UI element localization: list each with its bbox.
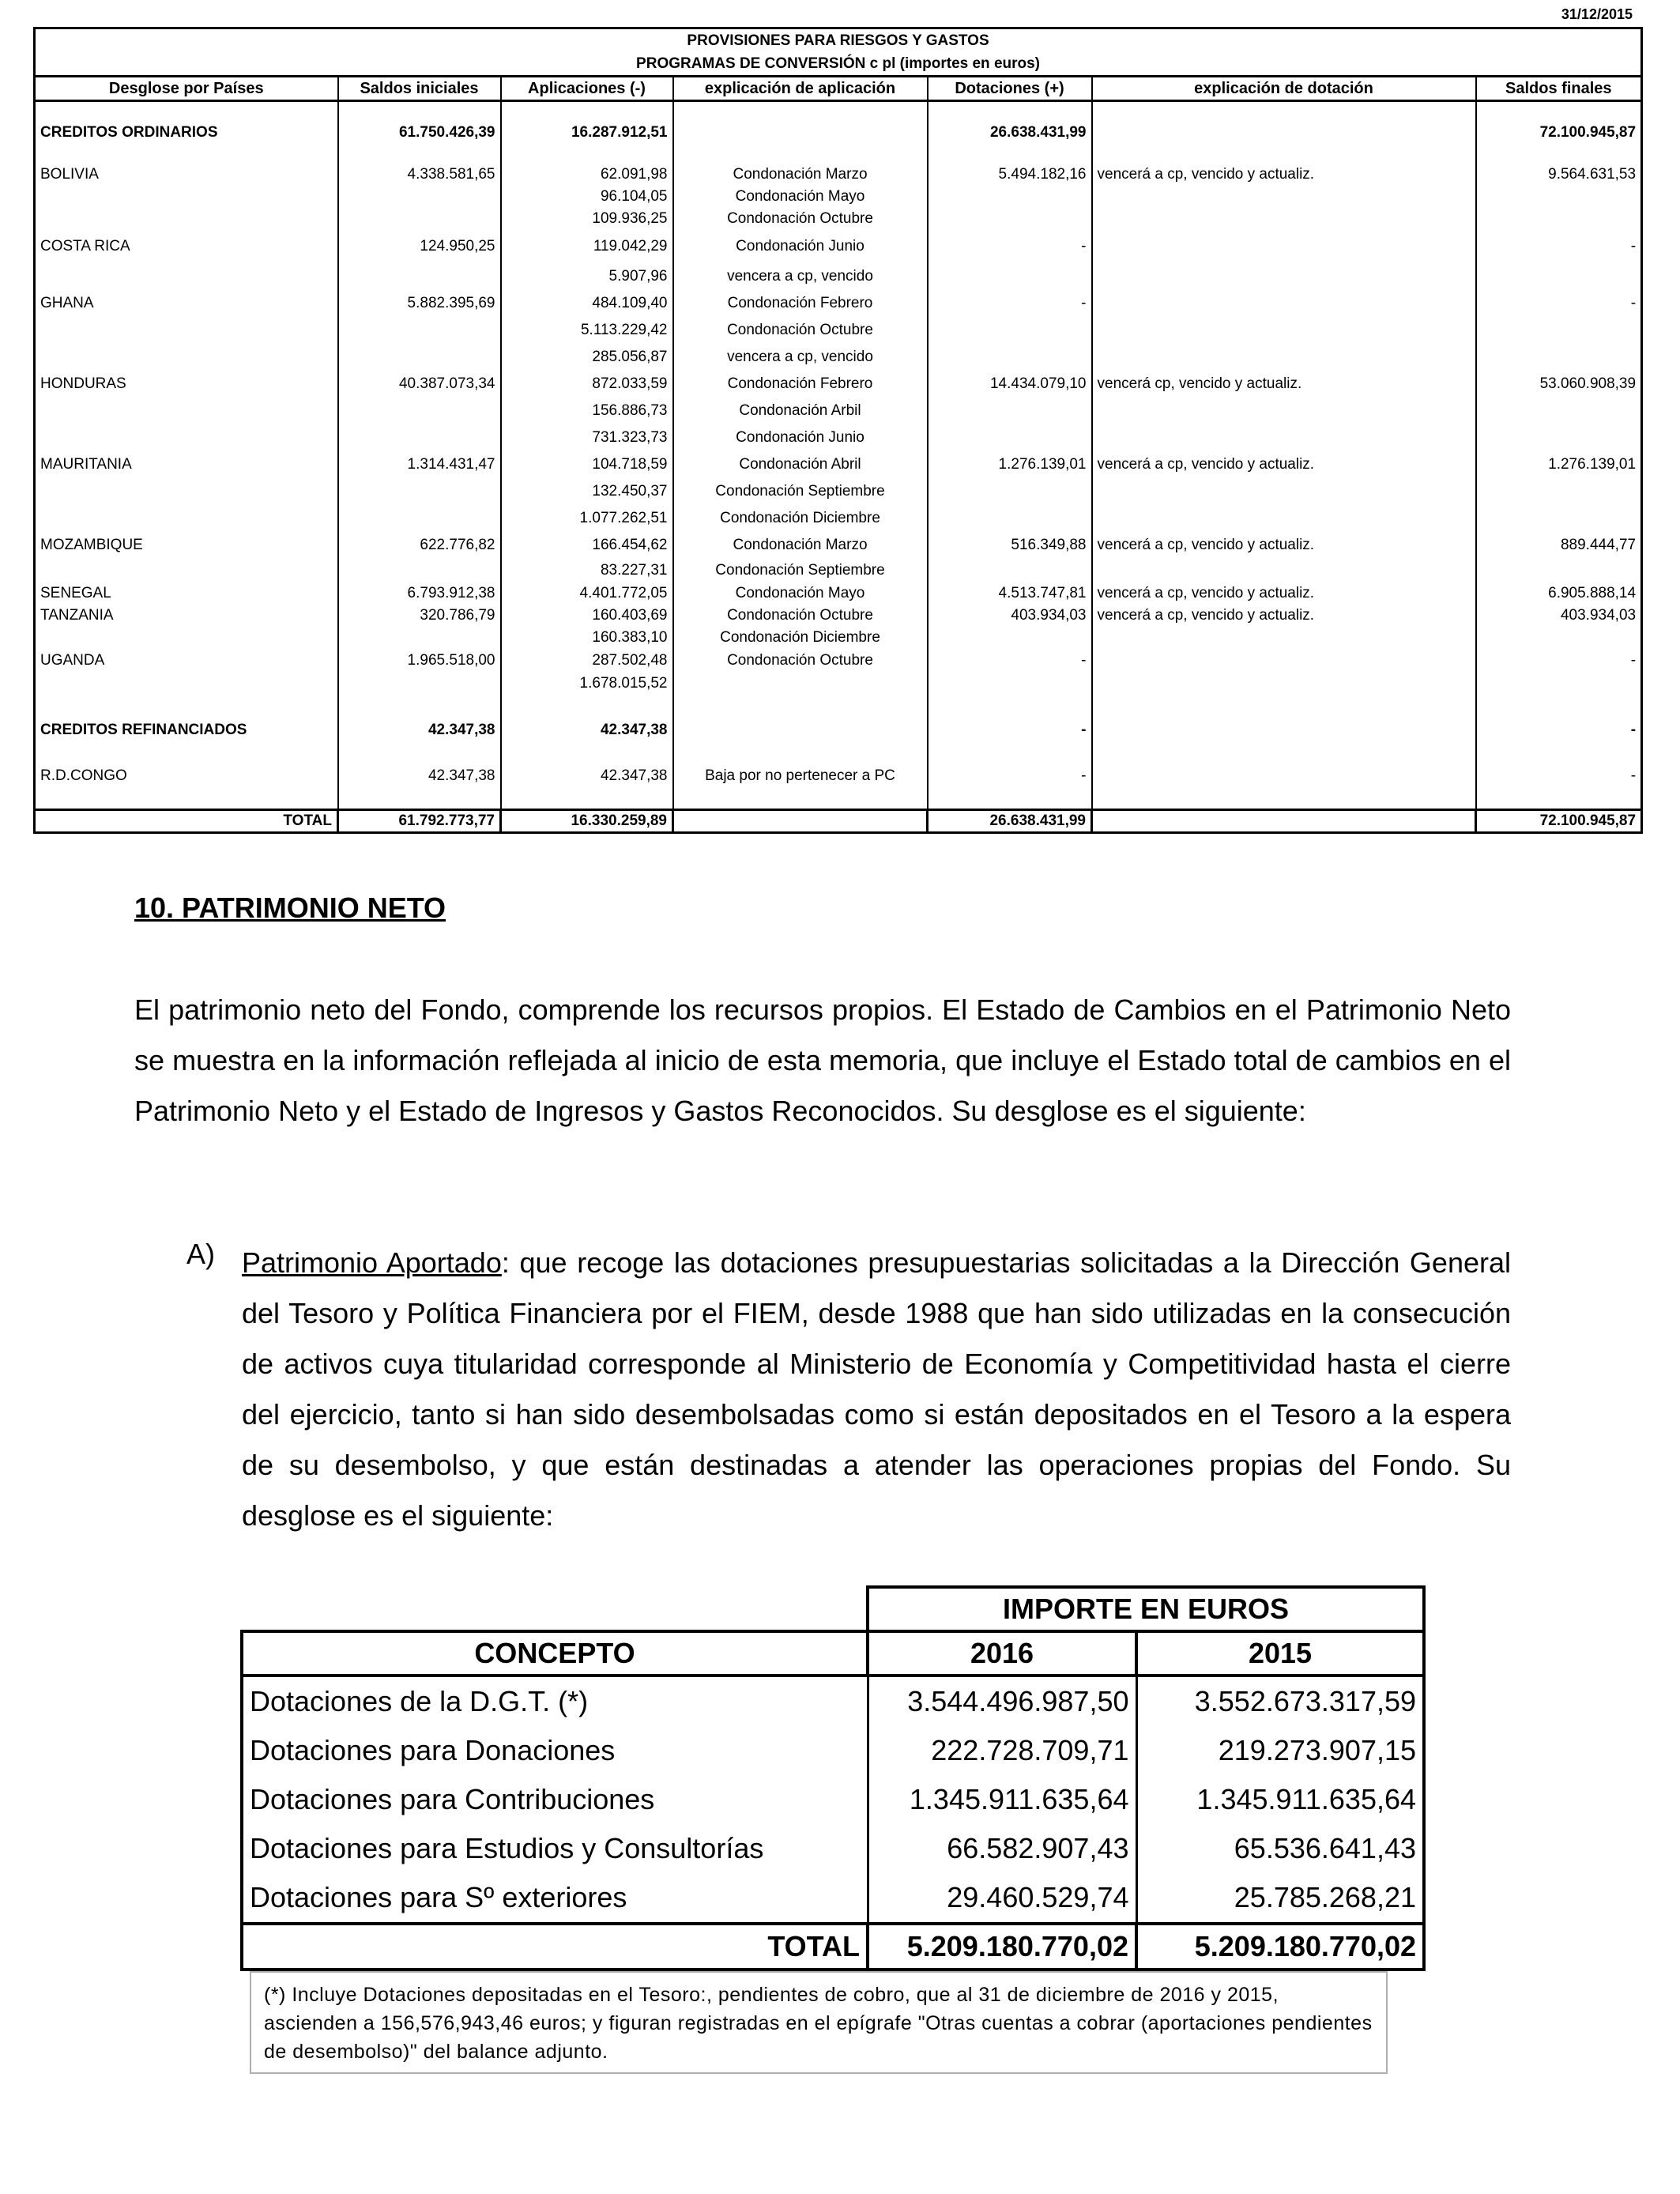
cell-exd: vencerá a cp, vencido y actualiz. xyxy=(1092,605,1476,627)
cell-exd xyxy=(1092,208,1476,230)
cell-exd xyxy=(1092,764,1476,788)
cell-dot: 1.276.139,01 xyxy=(928,451,1092,478)
cell-exd xyxy=(1092,559,1476,582)
cell-dot xyxy=(928,478,1092,505)
cell-ini xyxy=(338,627,501,649)
col-header-explicacion-dotacion: explicación de dotación xyxy=(1092,77,1476,101)
cell-ini: 1.965.518,00 xyxy=(338,649,501,673)
cell-pais xyxy=(35,263,338,290)
list-item-text xyxy=(242,1238,1511,1541)
table-row xyxy=(35,742,1642,764)
cell-pais: HONDURAS xyxy=(35,371,338,398)
table-row xyxy=(35,119,1642,146)
table-row xyxy=(35,788,1642,810)
cell-pais xyxy=(35,208,338,230)
cell-dot: - xyxy=(928,230,1092,263)
cell-apl: 287.502,48 xyxy=(501,649,673,673)
cell-exd xyxy=(1092,742,1476,764)
cell-dot xyxy=(928,398,1092,424)
cell-dot xyxy=(928,101,1092,120)
cell-apl xyxy=(501,742,673,764)
cell-fin xyxy=(1476,101,1642,120)
cell-ini xyxy=(338,742,501,764)
section-title: 10. PATRIMONIO NETO xyxy=(134,892,446,924)
cell-fin: - xyxy=(1476,290,1642,317)
provisions-header-row xyxy=(35,77,1642,101)
list-item-term: Patrimonio Aportado xyxy=(242,1246,502,1279)
cell-exd xyxy=(1092,695,1476,718)
cell-exa: Condonación Octubre xyxy=(673,317,928,344)
cell-fin: 6.905.888,14 xyxy=(1476,582,1642,605)
cell-exa: Condonación Junio xyxy=(673,424,928,451)
cell-fin xyxy=(1476,263,1642,290)
table-row xyxy=(35,398,1642,424)
cell-fin xyxy=(1476,559,1642,582)
cell-total-2016: 5.209.180.770,02 xyxy=(868,1924,1136,1970)
cell-apl: 872.033,59 xyxy=(501,371,673,398)
col-header-saldos-iniciales: Saldos iniciales xyxy=(338,77,501,101)
cell-exd xyxy=(1092,146,1476,164)
cell-exd: vencerá a cp, vencido y actualiz. xyxy=(1092,164,1476,186)
cell-exd: vencerá a cp, vencido y actualiz. xyxy=(1092,582,1476,605)
cell-apl: 1.077.262,51 xyxy=(501,505,673,532)
cell-ini xyxy=(338,146,501,164)
cell-dot xyxy=(928,317,1092,344)
cell-exa xyxy=(673,742,928,764)
list-marker: A) xyxy=(186,1238,215,1270)
cell-dot xyxy=(928,186,1092,208)
table-row xyxy=(35,695,1642,718)
cell-ini xyxy=(338,208,501,230)
cell-total-2015: 5.209.180.770,02 xyxy=(1136,1924,1424,1970)
cell-pais: UGANDA xyxy=(35,649,338,673)
cell-dot xyxy=(928,673,1092,695)
table-row xyxy=(35,505,1642,532)
cell-ini: 4.338.581,65 xyxy=(338,164,501,186)
cell-fin xyxy=(1476,208,1642,230)
cell-exd xyxy=(1092,718,1476,742)
total-exa xyxy=(673,810,928,833)
cell-fin xyxy=(1476,317,1642,344)
cell-exd xyxy=(1092,317,1476,344)
cell-apl xyxy=(501,101,673,120)
cell-dot xyxy=(928,208,1092,230)
cell-pais: COSTA RICA xyxy=(35,230,338,263)
cell-pais: R.D.CONGO xyxy=(35,764,338,788)
cell-pais xyxy=(35,398,338,424)
cell-pais xyxy=(35,559,338,582)
table-row xyxy=(35,673,1642,695)
cell-fin: - xyxy=(1476,649,1642,673)
cell-total-label: TOTAL xyxy=(242,1924,868,1970)
table-row xyxy=(242,1775,1424,1824)
table-row xyxy=(35,371,1642,398)
cell-apl: 4.401.772,05 xyxy=(501,582,673,605)
cell-ini xyxy=(338,317,501,344)
cell-apl: 62.091,98 xyxy=(501,164,673,186)
cell-dot: 4.513.747,81 xyxy=(928,582,1092,605)
cell-dot xyxy=(928,742,1092,764)
table-row xyxy=(35,532,1642,559)
cell-exd xyxy=(1092,119,1476,146)
cell-concepto: Dotaciones de la D.G.T. (*) xyxy=(242,1676,868,1726)
cell-dot xyxy=(928,695,1092,718)
cell-ini xyxy=(338,101,501,120)
cell-ini xyxy=(338,263,501,290)
cell-pais xyxy=(35,505,338,532)
cell-exa: Condonación Febrero xyxy=(673,290,928,317)
cell-fin xyxy=(1476,742,1642,764)
cell-exd xyxy=(1092,290,1476,317)
cell-v2015: 1.345.911.635,64 xyxy=(1136,1775,1424,1824)
table-row xyxy=(242,1824,1424,1873)
cell-fin xyxy=(1476,627,1642,649)
cell-ini: 42.347,38 xyxy=(338,718,501,742)
cell-exa: Condonación Diciembre xyxy=(673,505,928,532)
cell-exd xyxy=(1092,344,1476,371)
cell-pais: TANZANIA xyxy=(35,605,338,627)
cell-pais xyxy=(35,673,338,695)
cell-apl: 109.936,25 xyxy=(501,208,673,230)
cell-fin xyxy=(1476,788,1642,810)
cell-exa: Condonación Diciembre xyxy=(673,627,928,649)
cell-apl: 156.886,73 xyxy=(501,398,673,424)
table-row xyxy=(35,263,1642,290)
cell-exa: Condonación Abril xyxy=(673,451,928,478)
cell-fin: 9.564.631,53 xyxy=(1476,164,1642,186)
cell-ini: 40.387.073,34 xyxy=(338,371,501,398)
cell-apl: 42.347,38 xyxy=(501,718,673,742)
col-header-explicacion-aplicacion: explicación de aplicación xyxy=(673,77,928,101)
cell-dot: - xyxy=(928,649,1092,673)
cell-apl xyxy=(501,788,673,810)
cell-ini xyxy=(338,559,501,582)
cell-dot: - xyxy=(928,718,1092,742)
cell-exa: Condonación Octubre xyxy=(673,605,928,627)
cell-exd xyxy=(1092,424,1476,451)
cell-dot: 516.349,88 xyxy=(928,532,1092,559)
cell-exa: vencera a cp, vencido xyxy=(673,344,928,371)
cell-exd xyxy=(1092,478,1476,505)
cell-v2016: 29.460.529,74 xyxy=(868,1873,1136,1924)
cell-ini: 622.776,82 xyxy=(338,532,501,559)
table-row xyxy=(242,1873,1424,1924)
cell-dot xyxy=(928,788,1092,810)
cell-v2015: 3.552.673.317,59 xyxy=(1136,1676,1424,1726)
cell-ini xyxy=(338,788,501,810)
cell-exd xyxy=(1092,505,1476,532)
cell-concepto: Dotaciones para Contribuciones xyxy=(242,1775,868,1824)
cell-fin: 889.444,77 xyxy=(1476,532,1642,559)
cell-exa: Condonación Octubre xyxy=(673,208,928,230)
cell-apl: 5.113.229,42 xyxy=(501,317,673,344)
cell-v2016: 66.582.907,43 xyxy=(868,1824,1136,1873)
cell-v2015: 25.785.268,21 xyxy=(1136,1873,1424,1924)
cell-v2016: 222.728.709,71 xyxy=(868,1726,1136,1775)
cell-fin: 72.100.945,87 xyxy=(1476,119,1642,146)
cell-dot xyxy=(928,627,1092,649)
table-row xyxy=(35,146,1642,164)
cell-ini: 6.793.912,38 xyxy=(338,582,501,605)
cell-exd: vencerá a cp, vencido y actualiz. xyxy=(1092,451,1476,478)
cell-exd xyxy=(1092,788,1476,810)
cell-exa: Condonación Arbil xyxy=(673,398,928,424)
cell-dot: 26.638.431,99 xyxy=(928,119,1092,146)
patrimonio-table xyxy=(240,1585,1426,1971)
cell-apl: 731.323,73 xyxy=(501,424,673,451)
col-header-pais: Desglose por Países xyxy=(35,77,338,101)
cell-pais xyxy=(35,424,338,451)
cell-exa xyxy=(673,695,928,718)
empty-cell xyxy=(242,1587,868,1631)
cell-dot: 14.434.079,10 xyxy=(928,371,1092,398)
total-dot: 26.638.431,99 xyxy=(928,810,1092,833)
table-row xyxy=(35,424,1642,451)
cell-exa xyxy=(673,119,928,146)
year-2016-header: 2016 xyxy=(868,1631,1136,1676)
cell-ini xyxy=(338,478,501,505)
cell-fin xyxy=(1476,344,1642,371)
cell-ini: 1.314.431,47 xyxy=(338,451,501,478)
cell-pais: MAURITANIA xyxy=(35,451,338,478)
total-ini: 61.792.773,77 xyxy=(338,810,501,833)
cell-dot xyxy=(928,559,1092,582)
cell-dot xyxy=(928,424,1092,451)
total-fin: 72.100.945,87 xyxy=(1476,810,1642,833)
cell-apl: 484.109,40 xyxy=(501,290,673,317)
table-row xyxy=(35,230,1642,263)
cell-fin xyxy=(1476,673,1642,695)
cell-dot: - xyxy=(928,290,1092,317)
table-row xyxy=(35,208,1642,230)
cell-pais xyxy=(35,101,338,120)
cell-apl: 285.056,87 xyxy=(501,344,673,371)
total-apl: 16.330.259,89 xyxy=(501,810,673,833)
table-row xyxy=(35,627,1642,649)
col-header-aplicaciones: Aplicaciones (-) xyxy=(501,77,673,101)
cell-fin: - xyxy=(1476,230,1642,263)
cell-concepto: Dotaciones para Donaciones xyxy=(242,1726,868,1775)
cell-ini: 320.786,79 xyxy=(338,605,501,627)
cell-fin xyxy=(1476,424,1642,451)
cell-exa xyxy=(673,788,928,810)
cell-dot xyxy=(928,344,1092,371)
cell-pais: CREDITOS REFINANCIADOS xyxy=(35,718,338,742)
cell-ini xyxy=(338,344,501,371)
cell-ini xyxy=(338,695,501,718)
cell-fin: 53.060.908,39 xyxy=(1476,371,1642,398)
cell-fin xyxy=(1476,695,1642,718)
table-row xyxy=(35,718,1642,742)
cell-apl: 96.104,05 xyxy=(501,186,673,208)
cell-ini: 5.882.395,69 xyxy=(338,290,501,317)
cell-exa: Condonación Mayo xyxy=(673,582,928,605)
table-row xyxy=(35,582,1642,605)
concepto-header: CONCEPTO xyxy=(242,1631,868,1676)
cell-apl: 132.450,37 xyxy=(501,478,673,505)
cell-apl: 83.227,31 xyxy=(501,559,673,582)
cell-pais xyxy=(35,186,338,208)
table-row xyxy=(35,478,1642,505)
provisions-title: PROVISIONES PARA RIESGOS Y GASTOS xyxy=(35,28,1642,53)
cell-apl: 42.347,38 xyxy=(501,764,673,788)
cell-pais: CREDITOS ORDINARIOS xyxy=(35,119,338,146)
cell-ini: 42.347,38 xyxy=(338,764,501,788)
cell-pais: SENEGAL xyxy=(35,582,338,605)
cell-fin xyxy=(1476,398,1642,424)
cell-ini xyxy=(338,398,501,424)
total-label: TOTAL xyxy=(35,810,338,833)
cell-exa: vencera a cp, vencido xyxy=(673,263,928,290)
cell-pais xyxy=(35,695,338,718)
cell-exd: vencerá a cp, vencido y actualiz. xyxy=(1092,532,1476,559)
cell-pais xyxy=(35,146,338,164)
cell-pais xyxy=(35,627,338,649)
cell-pais: BOLIVIA xyxy=(35,164,338,186)
cell-concepto: Dotaciones para Estudios y Consultorías xyxy=(242,1824,868,1873)
table-row xyxy=(35,101,1642,120)
cell-ini: 61.750.426,39 xyxy=(338,119,501,146)
col-header-saldos-finales: Saldos finales xyxy=(1476,77,1642,101)
table-row xyxy=(35,317,1642,344)
cell-ini xyxy=(338,424,501,451)
cell-pais: MOZAMBIQUE xyxy=(35,532,338,559)
total-exd xyxy=(1092,810,1476,833)
cell-pais xyxy=(35,478,338,505)
cell-v2015: 65.536.641,43 xyxy=(1136,1824,1424,1873)
total-row xyxy=(35,810,1642,833)
cell-exa xyxy=(673,718,928,742)
cell-exd xyxy=(1092,673,1476,695)
col-header-dotaciones: Dotaciones (+) xyxy=(928,77,1092,101)
cell-v2015: 219.273.907,15 xyxy=(1136,1726,1424,1775)
cell-exd xyxy=(1092,398,1476,424)
cell-exa: Condonación Septiembre xyxy=(673,478,928,505)
table-row xyxy=(242,1726,1424,1775)
importe-header: IMPORTE EN EUROS xyxy=(868,1587,1424,1631)
cell-exa xyxy=(673,101,928,120)
year-2015-header: 2015 xyxy=(1136,1631,1424,1676)
cell-dot xyxy=(928,263,1092,290)
cell-exa xyxy=(673,146,928,164)
cell-exa: Condonación Febrero xyxy=(673,371,928,398)
cell-fin: - xyxy=(1476,718,1642,742)
cell-exa: Condonación Septiembre xyxy=(673,559,928,582)
patrimonio-table-container xyxy=(240,1585,1426,1971)
report-date: 31/12/2015 xyxy=(1561,6,1633,22)
cell-exa: Condonación Mayo xyxy=(673,186,928,208)
cell-exa: Condonación Marzo xyxy=(673,164,928,186)
cell-fin: 403.934,03 xyxy=(1476,605,1642,627)
provisions-table xyxy=(33,27,1643,834)
cell-fin xyxy=(1476,186,1642,208)
cell-ini xyxy=(338,673,501,695)
cell-ini: 124.950,25 xyxy=(338,230,501,263)
cell-exa: Condonación Octubre xyxy=(673,649,928,673)
cell-apl: 104.718,59 xyxy=(501,451,673,478)
cell-v2016: 3.544.496.987,50 xyxy=(868,1676,1136,1726)
cell-apl xyxy=(501,695,673,718)
cell-ini xyxy=(338,186,501,208)
cell-apl: 166.454,62 xyxy=(501,532,673,559)
cell-v2016: 1.345.911.635,64 xyxy=(868,1775,1136,1824)
cell-apl: 119.042,29 xyxy=(501,230,673,263)
cell-apl: 1.678.015,52 xyxy=(501,673,673,695)
section-paragraph: El patrimonio neto del Fondo, comprende los recursos propios. El Estado de Cambios en el Patrimonio Neto se muestra en la información reflejada al inicio de esta memoria, que incluye el Estado total de cambios en el Patrimonio Neto y el Estado de Ingresos y Gastos Reconocidos. Su desglose es el siguiente: xyxy=(134,993,1511,1127)
cell-apl: 160.383,10 xyxy=(501,627,673,649)
cell-apl: 16.287.912,51 xyxy=(501,119,673,146)
table-row xyxy=(35,764,1642,788)
cell-exd xyxy=(1092,230,1476,263)
table-row xyxy=(35,186,1642,208)
provisions-table-container xyxy=(33,27,1640,834)
cell-pais xyxy=(35,742,338,764)
cell-exd xyxy=(1092,627,1476,649)
cell-exa: Condonación Junio xyxy=(673,230,928,263)
cell-exd xyxy=(1092,263,1476,290)
table-row xyxy=(35,605,1642,627)
table-row xyxy=(35,559,1642,582)
table-row xyxy=(35,451,1642,478)
cell-dot xyxy=(928,146,1092,164)
cell-exa: Baja por no pertenecer a PC xyxy=(673,764,928,788)
cell-fin: 1.276.139,01 xyxy=(1476,451,1642,478)
table-row xyxy=(35,164,1642,186)
cell-apl xyxy=(501,146,673,164)
cell-dot: 403.934,03 xyxy=(928,605,1092,627)
cell-concepto: Dotaciones para Sº exteriores xyxy=(242,1873,868,1924)
cell-dot xyxy=(928,505,1092,532)
cell-fin xyxy=(1476,478,1642,505)
table-row xyxy=(35,290,1642,317)
cell-apl: 160.403,69 xyxy=(501,605,673,627)
cell-exd: vencerá cp, vencido y actualiz. xyxy=(1092,371,1476,398)
cell-exd xyxy=(1092,101,1476,120)
cell-pais xyxy=(35,344,338,371)
cell-fin: - xyxy=(1476,764,1642,788)
list-item-body: : que recoge las dotaciones presupuestarias solicitadas a la Dirección General del Tesoro y Política Financiera por el FIEM, desde 1988 que han sido utilizadas en la consecución de activos cuya titularidad corresponde al Ministerio de Economía y Competitividad hasta el cierre del ejercicio, tanto si han sido desembolsadas como si están depositados en el Tesoro a la espera de su desembolso, y que están destinadas a atender las operaciones propias del Fondo. Su desglose es el siguiente: xyxy=(242,1246,1511,1532)
cell-fin xyxy=(1476,505,1642,532)
table-row xyxy=(35,649,1642,673)
total-row xyxy=(242,1924,1424,1970)
table-row xyxy=(242,1676,1424,1726)
footnote: (*) Incluye Dotaciones depositadas en el Tesoro:, pendientes de cobro, que al 31 de diciembre de 2016 y 2015, ascienden a 156,576,943,46 euros; y figuran registradas en el epígrafe "Otras cuentas a cobrar (aportaciones pendientes de desembolso)" del balance adjunto. xyxy=(250,1971,1388,2074)
cell-exd xyxy=(1092,649,1476,673)
cell-pais xyxy=(35,317,338,344)
cell-pais xyxy=(35,788,338,810)
cell-dot: - xyxy=(928,764,1092,788)
cell-fin xyxy=(1476,146,1642,164)
cell-exd xyxy=(1092,186,1476,208)
cell-ini xyxy=(338,505,501,532)
cell-exa: Condonación Marzo xyxy=(673,532,928,559)
cell-dot: 5.494.182,16 xyxy=(928,164,1092,186)
cell-exa xyxy=(673,673,928,695)
table-row xyxy=(35,344,1642,371)
cell-apl: 5.907,96 xyxy=(501,263,673,290)
provisions-subtitle: PROGRAMAS DE CONVERSIÓN c pl (importes en euros) xyxy=(35,52,1642,77)
cell-pais: GHANA xyxy=(35,290,338,317)
